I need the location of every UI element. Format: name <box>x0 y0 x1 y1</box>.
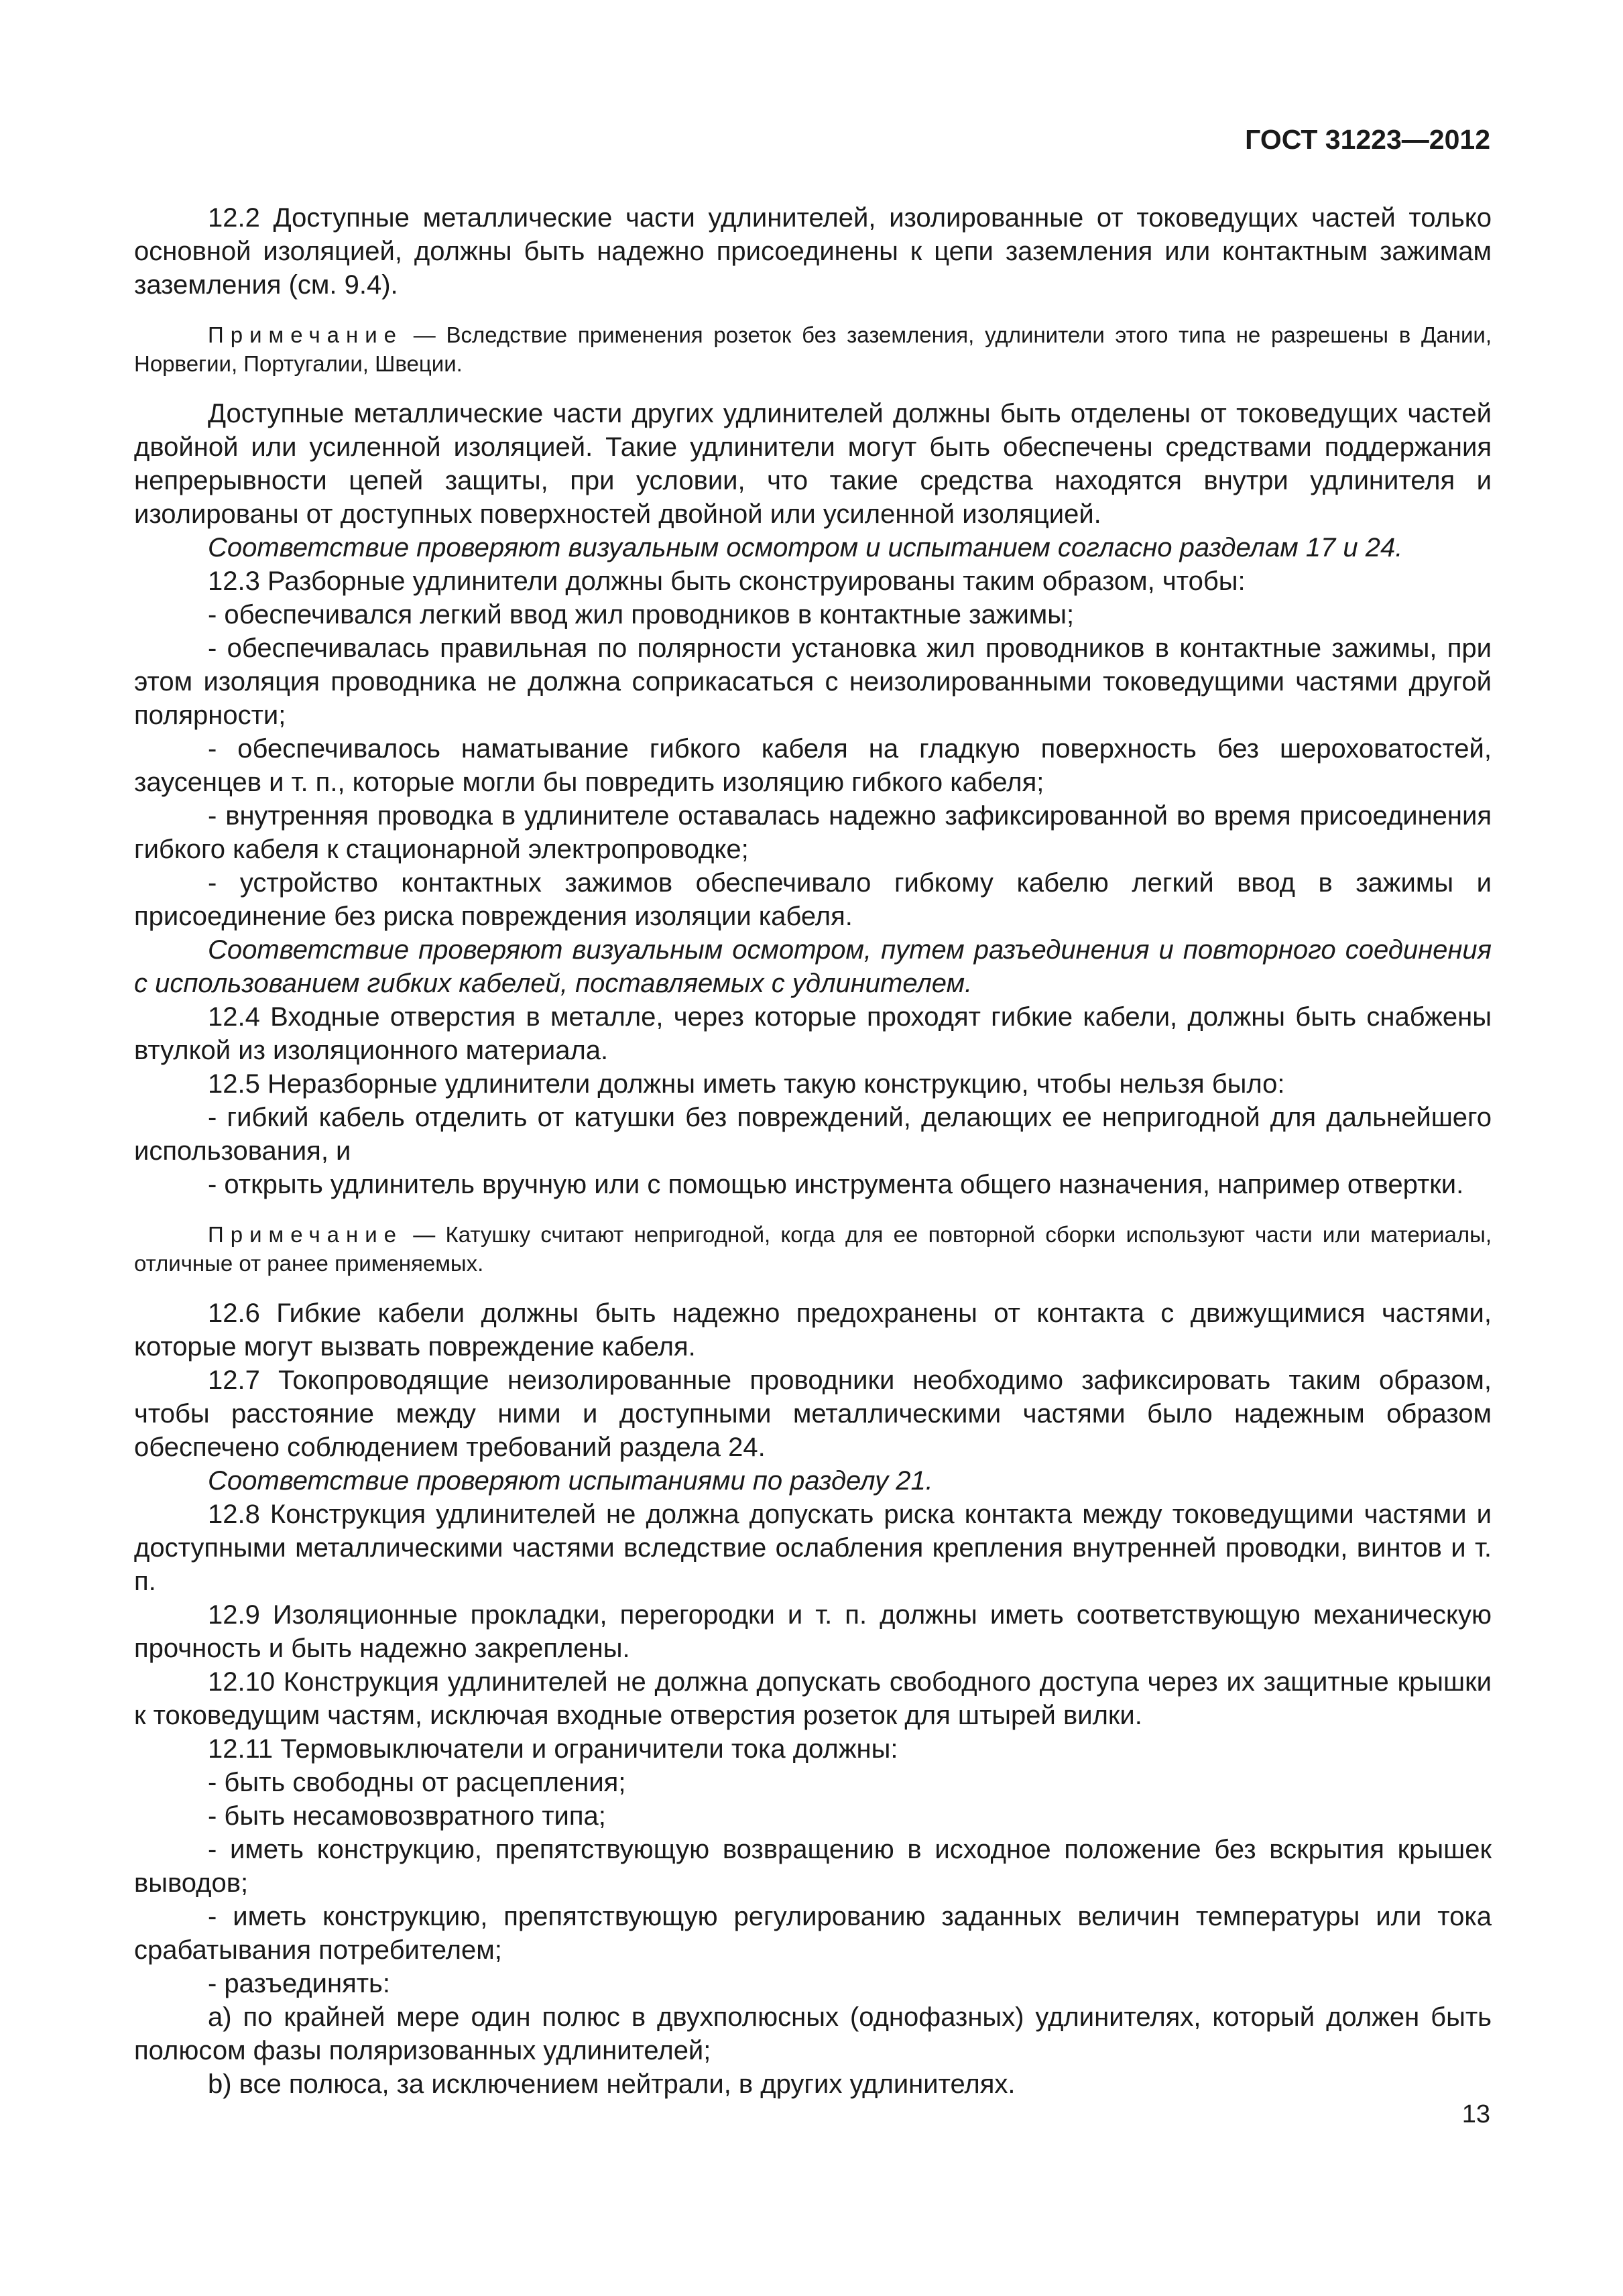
document-body <box>134 201 1492 2101</box>
body-paragraph: - быть свободны от расцепления; <box>208 1768 626 1797</box>
body-paragraph: - обеспечивался легкий ввод жил проводников в контактные зажимы; <box>208 600 1075 629</box>
note-text: — Катушку считают непригодной, когда для ее повторной сборки используют части или материалы, отличные от ранее применяемых. <box>134 1222 1492 1276</box>
body-paragraph: - устройство контактных зажимов обеспечивало гибкому кабелю легкий ввод в зажимы и присоединение без риска повреждения изоляции кабеля. <box>134 868 1492 931</box>
note-paragraph <box>134 1220 1492 1278</box>
note-label: Примечание <box>208 322 404 347</box>
body-paragraph: b) все полюса, за исключением нейтрали, в других удлинителях. <box>208 2069 1016 2099</box>
body-paragraph: - обеспечивалось наматывание гибкого кабеля на гладкую поверхность без шероховатостей, заусенцев и т. п., которые могли бы повредить изоляцию гибкого кабеля; <box>134 734 1492 797</box>
body-paragraph: 12.4 Входные отверстия в металле, через которые проходят гибкие кабели, должны быть снабжены втулкой из изоляционного материала. <box>134 1002 1492 1065</box>
note-text: — Вследствие применения розеток без заземления, удлинители этого типа не разрешены в Дании, Норвегии, Португалии, Швеции. <box>134 322 1492 376</box>
body-paragraph: 12.9 Изоляционные прокладки, перегородки и т. п. должны иметь соответствующую механическую прочность и быть надежно закреплены. <box>134 1600 1492 1663</box>
body-paragraph: 12.5 Неразборные удлинители должны иметь такую конструкцию, чтобы нельзя было: <box>208 1069 1285 1099</box>
note-paragraph <box>134 320 1492 378</box>
body-paragraph: a) по крайней мере один полюс в двухполюсных (однофазных) удлинителях, который должен быть полюсом фазы поляризованных удлинителей; <box>134 2002 1492 2065</box>
body-paragraph: - гибкий кабель отделить от катушки без повреждений, делающих ее непригодной для дальнейшего использования, и <box>134 1103 1492 1166</box>
body-paragraph: 12.7 Токопроводящие неизолированные проводники необходимо зафиксировать таким образом, чтобы расстояние между ними и доступными металлическими частями было надежным образом обеспечено соблюдением требований раздела 24. <box>134 1366 1492 1462</box>
body-paragraph: - обеспечивалась правильная по полярности установка жил проводников в контактные зажимы, при этом изоляция проводника не должна соприкасаться с неизолированными токоведущими частями другой полярности; <box>134 633 1492 730</box>
body-paragraph: 12.8 Конструкция удлинителей не должна допускать риска контакта между токоведущими частями и доступными металлическими частями вследствие ослабления крепления внутренней проводки, винтов и т. п. <box>134 1500 1492 1596</box>
body-paragraph: Доступные металлические части других удлинителей должны быть отделены от токоведущих частей двойной или усиленной изоляцией. Такие удлинители могут быть обеспечены средствами поддержания непрерывности цепей защиты, при условии, что такие средства находятся внутри удлинителя и изолированы от доступных поверхностей двойной или усиленной изоляцией. <box>134 399 1492 529</box>
body-paragraph: 12.3 Разборные удлинители должны быть сконструированы таким образом, чтобы: <box>208 566 1246 596</box>
body-paragraph: - иметь конструкцию, препятствующую возвращению в исходное положение без вскрытия крышек выводов; <box>134 1835 1492 1898</box>
body-paragraph: - быть несамовозвратного типа; <box>208 1801 606 1831</box>
compliance-paragraph: Соответствие проверяют визуальным осмотром, путем разъединения и повторного соединения с использованием гибких кабелей, поставляемых с удлинителем. <box>134 935 1492 998</box>
page-number: 13 <box>1461 2100 1490 2128</box>
compliance-paragraph: Соответствие проверяют визуальным осмотром и испытанием согласно разделам 17 и 24. <box>208 533 1403 562</box>
document-header: ГОСТ 31223—2012 <box>1245 124 1490 155</box>
body-paragraph: 12.11 Термовыключатели и ограничители тока должны: <box>208 1734 898 1764</box>
compliance-paragraph: Соответствие проверяют испытаниями по разделу 21. <box>208 1466 933 1496</box>
body-paragraph: - иметь конструкцию, препятствующую регулированию заданных величин температуры или тока срабатывания потребителем; <box>134 1902 1492 1965</box>
body-paragraph: - открыть удлинитель вручную или с помощью инструмента общего назначения, например отвертки. <box>208 1170 1464 1199</box>
body-paragraph: - разъединять: <box>208 1969 391 1998</box>
note-label: Примечание <box>208 1222 404 1247</box>
body-paragraph: 12.10 Конструкция удлинителей не должна допускать свободного доступа через их защитные крышки к токоведущим частям, исключая входные отверстия розеток для штырей вилки. <box>134 1667 1492 1730</box>
body-paragraph: 12.6 Гибкие кабели должны быть надежно предохранены от контакта с движущимися частями, которые могут вызвать повреждение кабеля. <box>134 1298 1492 1362</box>
body-paragraph: 12.2 Доступные металлические части удлинителей, изолированные от токоведущих частей только основной изоляцией, должны быть надежно присоединены к цепи заземления или контактным зажимам заземления (см. 9.4). <box>134 203 1492 300</box>
body-paragraph: - внутренняя проводка в удлинителе оставалась надежно зафиксированной во время присоединения гибкого кабеля к стационарной электропроводке; <box>134 801 1492 864</box>
